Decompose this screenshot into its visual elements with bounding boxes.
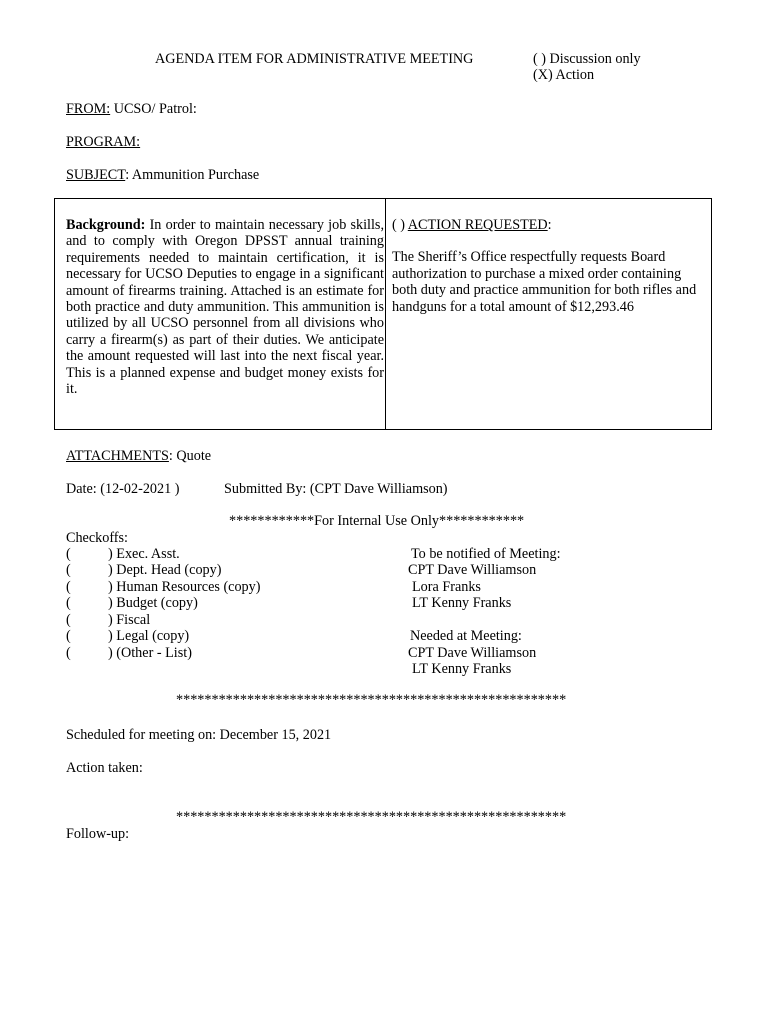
from-value: UCSO/ Patrol: xyxy=(113,101,197,117)
discussion-only-option: ( ) Discussion only xyxy=(533,51,641,67)
checkoff-budget: ) Budget (copy) xyxy=(108,595,198,611)
action-requested-section xyxy=(392,217,708,315)
page-title: AGENDA ITEM FOR ADMINISTRATIVE MEETING xyxy=(155,51,474,67)
follow-up-label: Follow-up: xyxy=(66,826,130,842)
checkoff-exec-asst: ) Exec. Asst. xyxy=(108,546,180,562)
checkoff-legal: ) Legal (copy) xyxy=(108,628,190,644)
submitted-by-field: Submitted By: (CPT Dave Williamson) xyxy=(224,481,448,497)
subject-value: : Ammunition Purchase xyxy=(125,167,260,183)
checkoff-open-paren: ( xyxy=(66,546,71,562)
notified-name: Lora Franks xyxy=(412,579,481,595)
checkoff-fiscal: ) Fiscal xyxy=(108,612,151,628)
checkoff-other: ) (Other - List) xyxy=(108,645,192,661)
scheduled-for-meeting: Scheduled for meeting on: December 15, 2021 xyxy=(66,727,332,743)
internal-use-banner: ************For Internal Use Only************ xyxy=(229,513,525,529)
action-option: (X) Action xyxy=(533,67,595,83)
subject-row xyxy=(66,167,259,183)
from-label: FROM: xyxy=(66,101,111,117)
attachments-value: : Quote xyxy=(168,448,212,464)
date-field: Date: (12-02-2021 ) xyxy=(66,481,180,497)
action-taken-label: Action taken: xyxy=(66,760,143,776)
separator-line: ******************************************************* xyxy=(176,692,567,708)
from-row xyxy=(66,101,197,117)
attachments-label: ATTACHMENTS xyxy=(66,448,169,464)
background-section xyxy=(66,217,384,397)
background-text: In order to maintain necessary job skills, and to comply with Oregon DPSST annual training requirements needed to maintain certification, it is necessary for UCSO Deputies to engage in a significant amount of firearms training. Attached is an estimate for both practice and duty ammunition. This ammunition is utilized by all UCSO personnel from all divisions who carry a firearm(s) as part of their duties. We anticipate the amount requested will last into the next fiscal year. This is a planned expense and budget money exists for it. xyxy=(66,217,384,398)
checkoffs-title: Checkoffs: xyxy=(66,530,128,546)
needed-name: LT Kenny Franks xyxy=(412,661,512,677)
notified-title: To be notified of Meeting: xyxy=(411,546,561,562)
attachments-row xyxy=(66,448,211,464)
separator-line: ******************************************************* xyxy=(176,809,567,825)
checkoff-open-paren: ( xyxy=(66,628,71,644)
checkoff-dept-head: ) Dept. Head (copy) xyxy=(108,562,222,578)
needed-title: Needed at Meeting: xyxy=(410,628,522,644)
needed-name: CPT Dave Williamson xyxy=(408,645,537,661)
checkoff-open-paren: ( xyxy=(66,595,71,611)
notified-name: CPT Dave Williamson xyxy=(408,562,537,578)
background-action-box xyxy=(54,198,712,430)
checkoff-human-resources: ) Human Resources (copy) xyxy=(108,579,261,595)
checkoff-open-paren: ( xyxy=(66,579,71,595)
notified-name: LT Kenny Franks xyxy=(412,595,512,611)
action-requested-label: ACTION REQUESTED xyxy=(407,217,548,233)
checkoff-open-paren: ( xyxy=(66,612,71,628)
subject-label: SUBJECT xyxy=(66,167,126,183)
checkoff-open-paren: ( xyxy=(66,645,71,661)
checkoff-open-paren: ( xyxy=(66,562,71,578)
box-divider xyxy=(385,199,386,429)
action-requested-text: The Sheriff’s Office respectfully requests Board authorization to purchase a mixed order containing both duty and practice ammunition for both rifles and handguns for a total amount of $12,293.46 xyxy=(392,249,697,315)
program-label: PROGRAM: xyxy=(66,134,141,150)
background-label: Background: xyxy=(66,217,146,233)
program-row xyxy=(66,134,140,150)
action-requested-heading: ( ) ACTION REQUESTED: xyxy=(392,217,552,233)
